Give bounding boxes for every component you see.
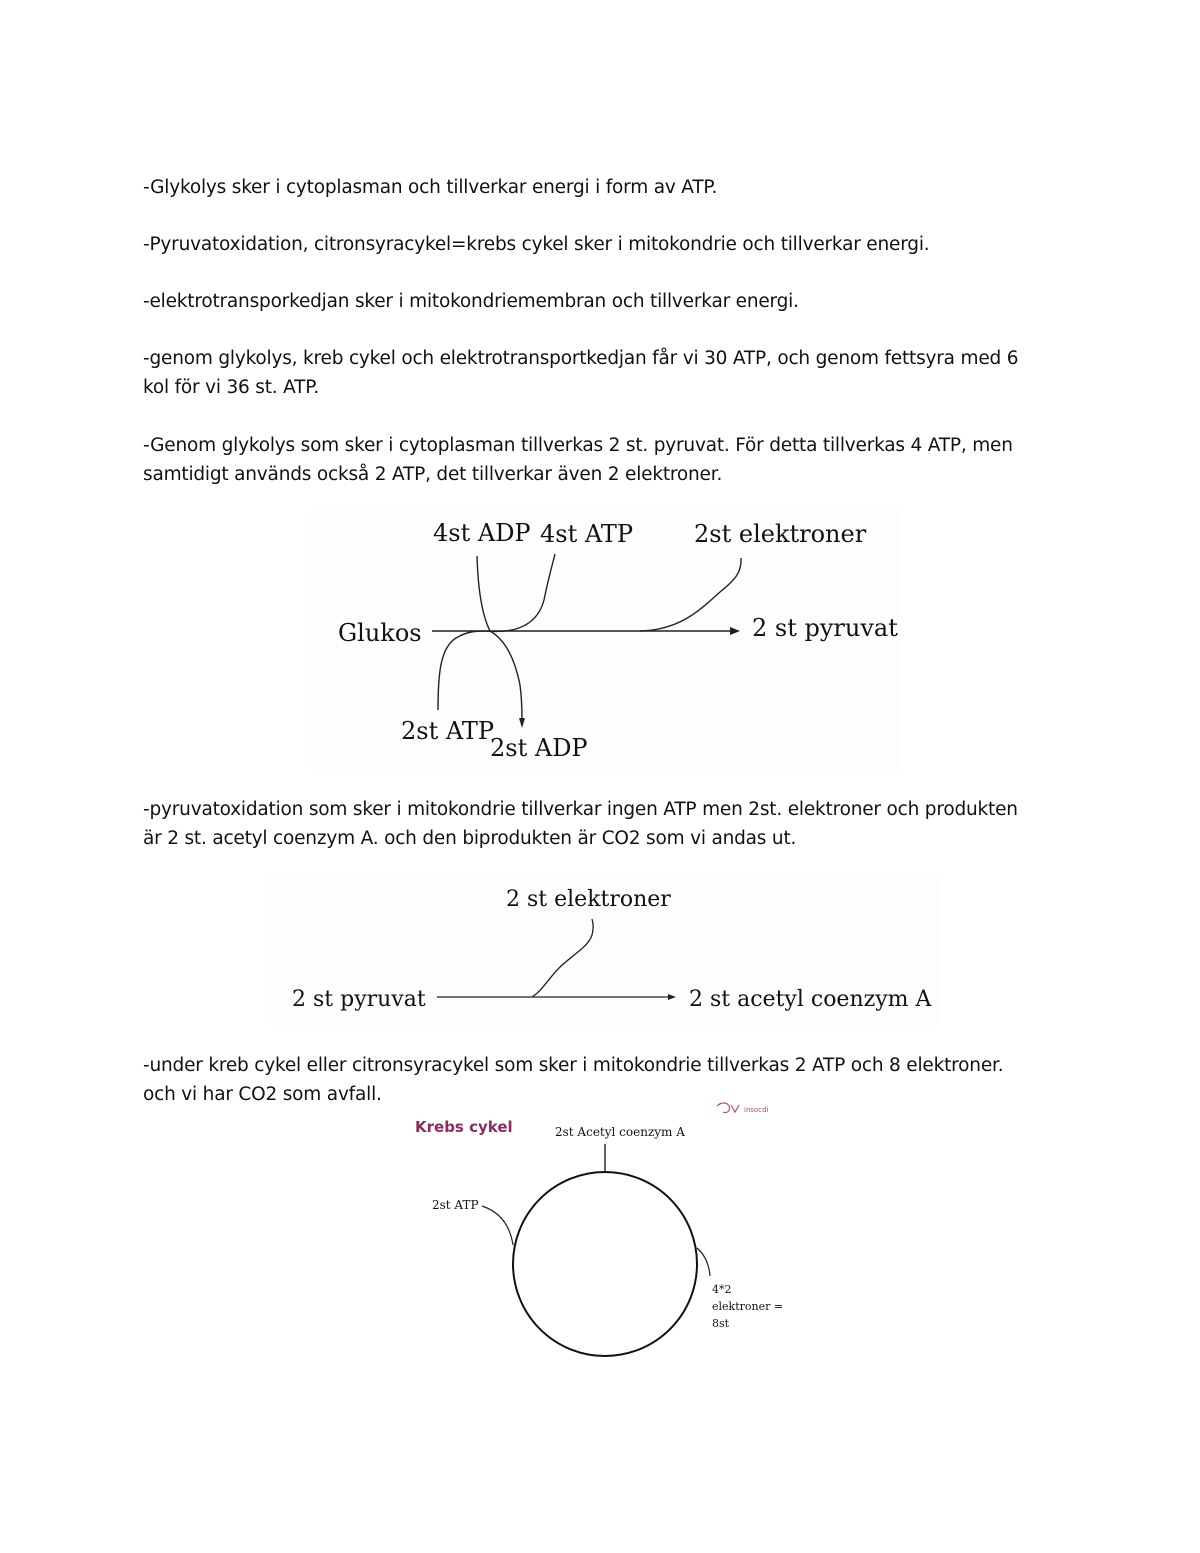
text-line: samtidigt används också 2 ATP, det tillverkar även 2 elektroner. [143, 464, 723, 485]
label-2-st-pyruvat: 2 st pyruvat [292, 987, 426, 1012]
label-glukos: Glukos [338, 619, 422, 647]
text-line: -genom glykolys, kreb cykel och elektrotransportkedjan får vi 30 ATP, och genom fettsyra med 6 [143, 348, 1019, 369]
text-line: -under kreb cykel eller citronsyracykel som sker i mitokondrie tillverkas 2 ATP och 8 elektroner. [143, 1055, 1004, 1076]
text-line: kol för vi 36 st. ATP. [143, 377, 320, 398]
glycolysis-diagram [310, 510, 900, 770]
text-line: -Genom glykolys som sker i cytoplasman tillverkas 2 st. pyruvat. För detta tillverkas 4 ATP, men [143, 435, 1013, 456]
text-line: och vi har CO2 som avfall. [143, 1084, 382, 1105]
text-line: -pyruvatoxidation som sker i mitokondrie tillverkar ingen ATP men 2st. elektroner och produkten [143, 799, 1018, 820]
krebs-title: Krebs cykel [415, 1118, 513, 1136]
label-electrons-line2: elektroner = [712, 1300, 784, 1313]
paragraph-pyruvate-oxidation-detail [143, 795, 1073, 853]
krebs-cycle-diagram [405, 1100, 795, 1360]
label-2-st-acetyl-coenzym-a: 2 st acetyl coenzym A [689, 987, 932, 1012]
pyruvate-oxidation-diagram [270, 875, 940, 1025]
text-line: är 2 st. acetyl coenzym A. och den biprodukten är CO2 som vi andas ut. [143, 828, 797, 849]
svg-text:insocdi: insocdi [744, 1106, 769, 1114]
label-electrons-line1: 4*2 [712, 1283, 732, 1296]
label-2st-pyruvat: 2 st pyruvat [752, 614, 898, 642]
paragraph-glycolysis-detail [143, 431, 1073, 489]
paragraph-electron-transport-summary [143, 287, 1073, 316]
paragraph-atp-yield [143, 344, 1073, 402]
label-2-st-elektroner: 2 st elektroner [506, 887, 671, 912]
label-acetyl-coenzym-a: 2st Acetyl coenzym A [555, 1125, 685, 1139]
text-line: -Pyruvatoxidation, citronsyracykel=krebs cykel sker i mitokondrie och tillverkar energi. [143, 234, 930, 255]
label-4st-adp: 4st ADP [433, 519, 531, 547]
label-2st-elektroner: 2st elektroner [694, 520, 867, 548]
label-2st-atp: 2st ATP [432, 1198, 479, 1212]
label-electrons-line3: 8st [712, 1317, 730, 1330]
text-line: -elektrotransporkedjan sker i mitokondriemembran och tillverkar energi. [143, 291, 799, 312]
text-line: -Glykolys sker i cytoplasman och tillverkar energi i form av ATP. [143, 177, 718, 198]
label-2st-atp: 2st ATP [401, 717, 495, 745]
label-4st-atp: 4st ATP [540, 520, 634, 548]
paragraph-pyruvate-oxidation-summary [143, 230, 1073, 259]
label-2st-adp: 2st ADP [490, 734, 588, 762]
paragraph-glycolysis-summary [143, 173, 1073, 202]
